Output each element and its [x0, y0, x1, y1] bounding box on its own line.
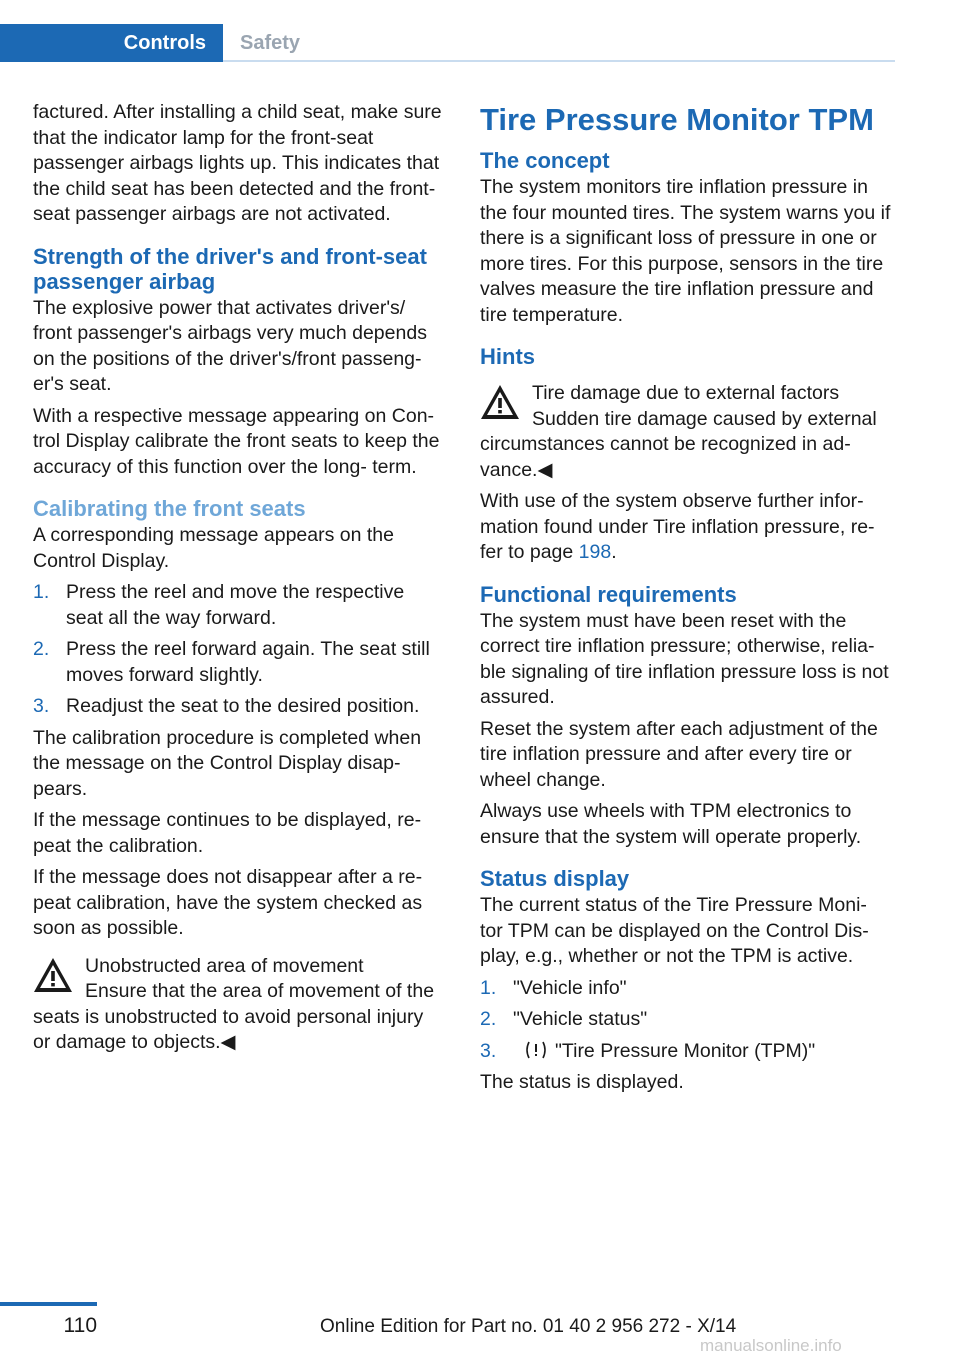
- list-item: [480, 976, 892, 1002]
- heading-functional-requirements: Functional requirements: [480, 581, 737, 607]
- list-item: [33, 580, 445, 631]
- warning-triangle-icon: [480, 384, 520, 420]
- warning-title: Tire damage due to external factors: [532, 382, 840, 404]
- step-number: 1.: [33, 581, 50, 603]
- step-number: 3.: [33, 695, 50, 717]
- list-item: [480, 1039, 892, 1065]
- paragraph: With a respective message appearing on Con‐ trol Display calibrate the front seats to keep the accuracy of this function over the long- term.: [33, 404, 440, 478]
- paragraph: Reset the system after each adjustment of the tire inflation pressure and after every tire or wheel change.: [480, 717, 878, 791]
- right-column: [480, 100, 892, 1102]
- heading-status-display: Status display: [480, 866, 630, 891]
- page-reference-link[interactable]: 198: [578, 541, 612, 563]
- paragraph: If the message does not disappear after a re‐ peat calibration, have the system checked as soon as possible.: [33, 866, 423, 939]
- paragraph: The explosive power that activates driver's/ front passenger's airbags very much depends on the positions of the driver's/front passeng‐ er's seat.: [33, 296, 427, 395]
- intro-paragraph: factured. After installing a child seat, make sure that the indicator lamp for the front-seat passenger airbags lights up. This indicates that the child seat has been detected and the front-seat passenger airbags are not activated.: [33, 101, 442, 225]
- watermark-text: manualsonline.info: [700, 1336, 842, 1355]
- warning-triangle-icon: [33, 957, 73, 993]
- header: [0, 0, 895, 62]
- heading-calibrating: Calibrating the front seats: [33, 496, 306, 521]
- paragraph: The calibration procedure is completed when the message on the Control Display disap‐ pears.: [33, 726, 422, 800]
- step-text: "Tire Pressure Monitor (TPM)": [555, 1039, 816, 1062]
- step-number: 1.: [480, 976, 497, 999]
- step-text: "Vehicle status": [513, 1008, 648, 1030]
- heading-airbag-strength: Strength of the driver's and front-seat passenger airbag: [33, 243, 427, 294]
- paragraph: The system must have been reset with the correct tire inflation pressure; otherwise, relia‐ ble signaling of tire inflation pressure loss is not assured.: [480, 609, 889, 708]
- paragraph: The current status of the Tire Pressure Moni‐ tor TPM can be displayed on the Control Dis‐ play, e.g., whether or not the TPM is active.: [480, 894, 869, 967]
- list-item: [33, 694, 445, 720]
- tab-safety[interactable]: Safety: [240, 31, 301, 54]
- step-text: Readjust the seat to the desired position.: [66, 695, 420, 717]
- page-number: 110: [63, 1314, 97, 1337]
- page-title: Tire Pressure Monitor TPM: [480, 102, 874, 137]
- status-steps: [480, 976, 892, 1065]
- edition-note: Online Edition for Part no. 01 40 2 956 272 - X/14: [320, 1316, 737, 1337]
- left-column: [33, 100, 445, 1062]
- paragraph: Always use wheels with TPM electronics to ensure that the system will operate properly.: [480, 800, 862, 848]
- step-number: 2.: [480, 1008, 497, 1030]
- tpm-warning-icon: [523, 1040, 549, 1060]
- paragraph-text: .: [611, 541, 617, 563]
- header-divider: [223, 60, 895, 62]
- step-number: 3.: [480, 1039, 497, 1062]
- heading-concept: The concept: [480, 148, 610, 173]
- paragraph: The status is displayed.: [480, 1071, 684, 1093]
- heading-hints: Hints: [480, 344, 535, 369]
- calibration-steps: [33, 580, 445, 720]
- paragraph: A corresponding message appears on the Control Display.: [33, 524, 394, 572]
- step-text: Press the reel and move the respective seat all the way forward.: [66, 581, 405, 629]
- list-item: [33, 637, 445, 688]
- tab-controls[interactable]: Controls: [0, 24, 223, 62]
- footer-accent-bar: [0, 1302, 97, 1306]
- warning-block: [33, 954, 445, 1056]
- paragraph: The system monitors tire inflation pressure in the four mounted tires. The system warns you if there is a significant loss of pressure in one or more tires. For this purpose, sensors in the tire valves measure the tire inflation pressure and tire temperature.: [480, 176, 891, 326]
- step-text: Press the reel forward again. The seat still moves forward slightly.: [66, 638, 430, 686]
- warning-text: Sudden tire damage caused by external circumstances cannot be recognized in ad‐ vance.◀: [480, 407, 877, 481]
- warning-block: [480, 381, 892, 483]
- paragraph-text: With use of the system observe further infor‐ mation found under Tire inflation pressure, re‐ fer to page: [480, 490, 875, 563]
- paragraph: If the message continues to be displayed, re‐ peat the calibration.: [33, 809, 422, 857]
- warning-title: Unobstructed area of movement: [85, 954, 364, 977]
- step-number: 2.: [33, 638, 50, 660]
- paragraph: [480, 489, 892, 566]
- warning-text: Ensure that the area of movement of the seats is unobstructed to avoid personal injury or damage to objects.◀: [33, 980, 435, 1053]
- step-text: "Vehicle info": [513, 976, 627, 999]
- list-item: [480, 1007, 892, 1033]
